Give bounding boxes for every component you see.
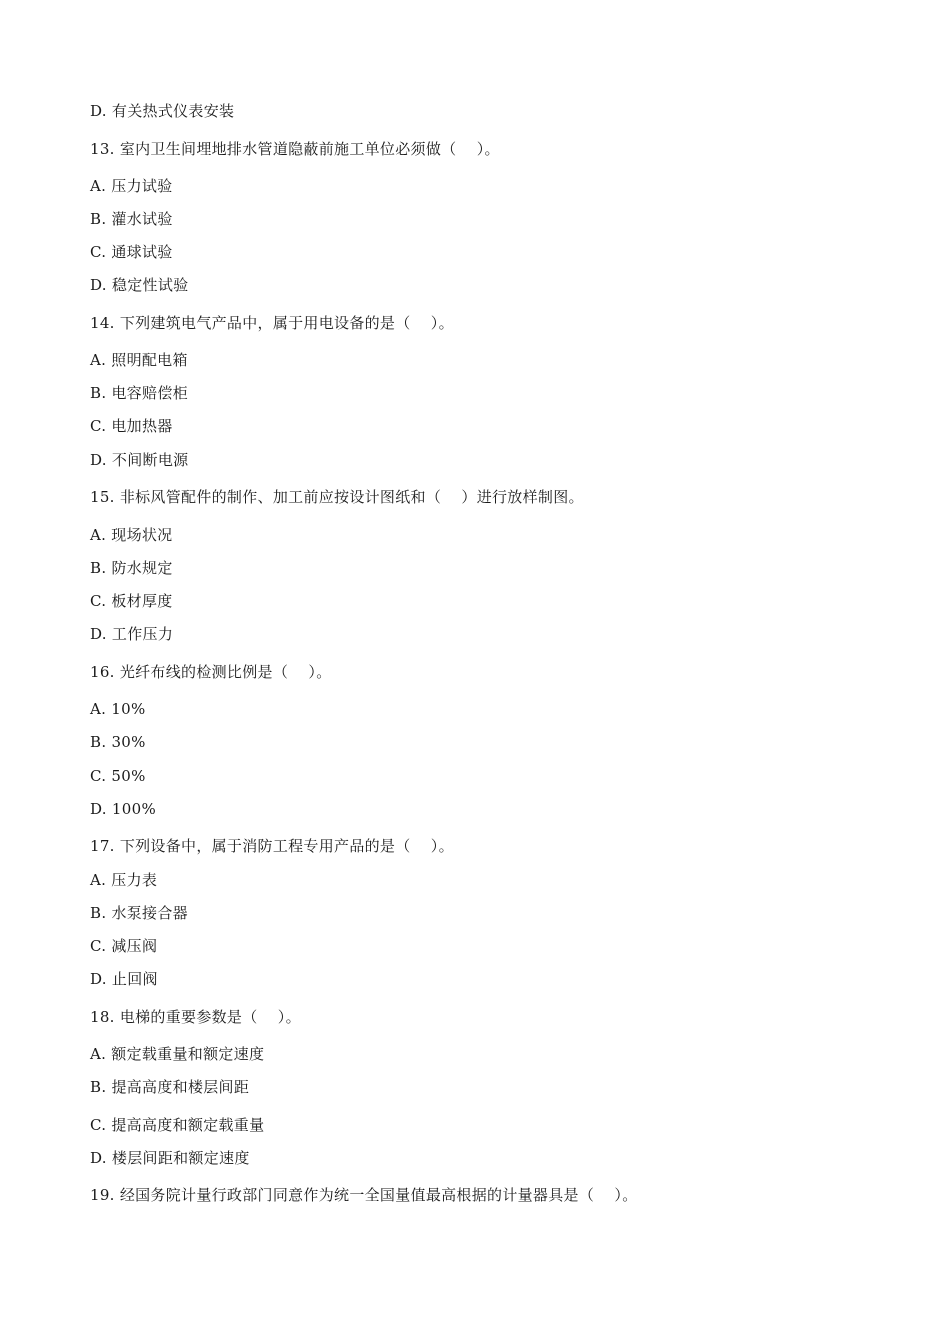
option-18-b: B. 提高高度和楼层间距 [90, 1078, 250, 1096]
option-16-a: A. 10% [90, 700, 146, 718]
question-14: 14. 下列建筑电气产品中，属于用电设备的是（ ）。 [90, 314, 454, 332]
option-16-c: C. 50% [90, 767, 146, 785]
question-17: 17. 下列设备中，属于消防工程专用产品的是（ ）。 [90, 837, 454, 855]
option-17-b: B. 水泵接合器 [90, 904, 188, 922]
option-12-d: D. 有关热式仪表安装 [90, 102, 235, 120]
option-17-c: C. 减压阀 [90, 937, 158, 955]
option-14-a: A. 照明配电箱 [90, 351, 188, 369]
option-15-a: A. 现场状况 [90, 526, 173, 544]
option-15-b: B. 防水规定 [90, 559, 173, 577]
option-16-d: D. 100% [90, 800, 157, 818]
option-17-d: D. 止回阀 [90, 970, 158, 988]
option-13-d: D. 稳定性试验 [90, 276, 189, 294]
option-13-c: C. 通球试验 [90, 243, 173, 261]
option-14-b: B. 电容赔偿柜 [90, 384, 188, 402]
question-19: 19. 经国务院计量行政部门同意作为统一全国量值最高根据的计量器具是（ ）。 [90, 1186, 638, 1204]
option-14-c: C. 电加热器 [90, 417, 173, 435]
option-13-b: B. 灌水试验 [90, 210, 173, 228]
question-16: 16. 光纤布线的检测比例是（ ）。 [90, 663, 332, 681]
option-13-a: A. 压力试验 [90, 177, 173, 195]
option-15-c: C. 板材厚度 [90, 592, 173, 610]
option-18-a: A. 额定载重量和额定速度 [90, 1045, 265, 1063]
option-16-b: B. 30% [90, 733, 146, 751]
question-15: 15. 非标风管配件的制作、加工前应按设计图纸和（ ）进行放样制图。 [90, 488, 584, 506]
question-13: 13. 室内卫生间埋地排水管道隐蔽前施工单位必须做（ ）。 [90, 140, 500, 158]
option-18-d: D. 楼层间距和额定速度 [90, 1149, 250, 1167]
question-18: 18. 电梯的重要参数是（ ）。 [90, 1008, 301, 1026]
option-17-a: A. 压力表 [90, 871, 158, 889]
option-15-d: D. 工作压力 [90, 625, 174, 643]
option-18-c: C. 提高高度和额定载重量 [90, 1116, 265, 1134]
option-14-d: D. 不间断电源 [90, 451, 189, 469]
